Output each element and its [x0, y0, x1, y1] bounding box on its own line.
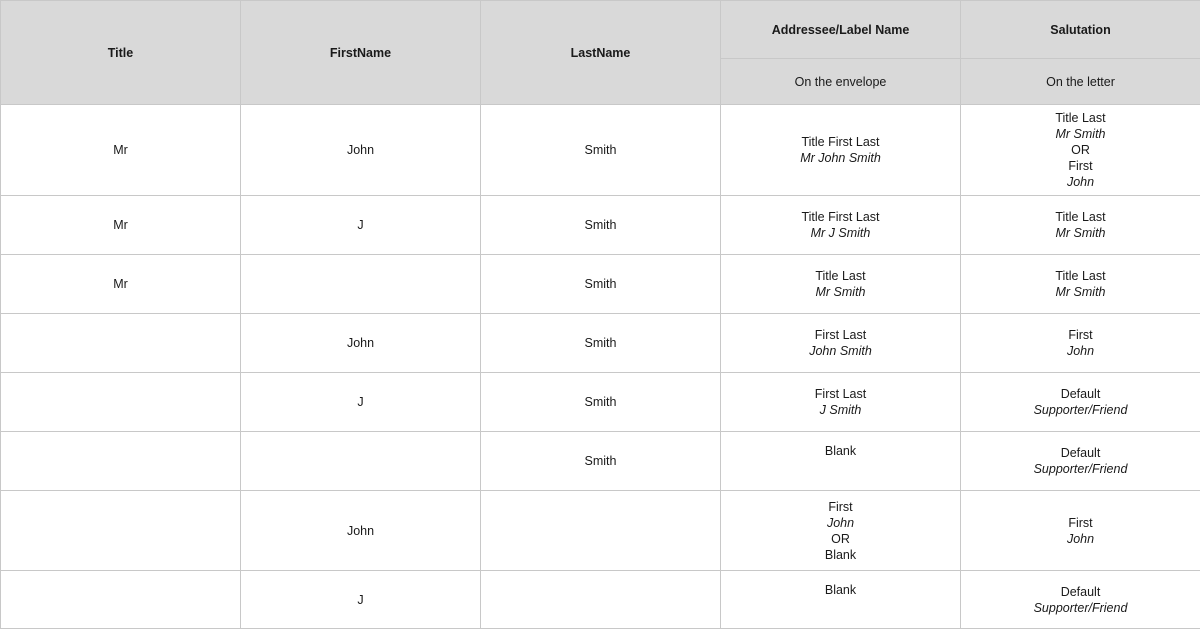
- salutation-example: Supporter/Friend: [961, 600, 1200, 616]
- addressee-example: John Smith: [721, 343, 960, 359]
- addressee-cell: [721, 432, 961, 491]
- addressee-format: First Last: [721, 386, 960, 402]
- addressee-format: First Last: [721, 327, 960, 343]
- salutation-example: John: [961, 531, 1200, 547]
- addressee-format-alt: Blank: [721, 547, 960, 563]
- addressee-cell: [721, 571, 961, 629]
- salutation-example: Supporter/Friend: [961, 402, 1200, 418]
- title-cell: [1, 571, 241, 629]
- table-row: [1, 373, 1200, 432]
- addressee-format: Blank: [721, 443, 960, 459]
- salutation-cell: [961, 432, 1200, 491]
- table-row: [1, 432, 1200, 491]
- first-name-cell: [241, 255, 481, 314]
- salutation-format: First: [961, 515, 1200, 531]
- last-name-cell: Smith: [481, 196, 721, 255]
- last-name-cell: Smith: [481, 373, 721, 432]
- salutation-cell: [961, 255, 1200, 314]
- table-row: [1, 105, 1200, 196]
- addressee-format: Title First Last: [721, 134, 960, 150]
- table-row: [1, 196, 1200, 255]
- header-addressee: Addressee/Label Name: [721, 1, 961, 59]
- addressee-cell: [721, 373, 961, 432]
- salutation-cell: [961, 491, 1200, 571]
- last-name-cell: [481, 491, 721, 571]
- salutation-example: Mr Smith: [961, 126, 1200, 142]
- header-last-name: LastName: [481, 1, 721, 105]
- table-row: [1, 491, 1200, 571]
- salutation-cell: [961, 105, 1200, 196]
- header-salutation: Salutation: [961, 1, 1200, 59]
- salutation-format-alt: First: [961, 158, 1200, 174]
- addressee-example: Mr John Smith: [721, 150, 960, 166]
- first-name-cell: J: [241, 373, 481, 432]
- addressee-format: Blank: [721, 582, 960, 598]
- subheader-salutation: On the letter: [961, 59, 1200, 105]
- subheader-addressee: On the envelope: [721, 59, 961, 105]
- first-name-cell: [241, 432, 481, 491]
- table-row: [1, 314, 1200, 373]
- salutation-example: Mr Smith: [961, 225, 1200, 241]
- title-cell: Mr: [1, 196, 241, 255]
- salutation-format: Default: [961, 584, 1200, 600]
- salutation-cell: [961, 571, 1200, 629]
- salutation-example: John: [961, 343, 1200, 359]
- salutation-cell: [961, 196, 1200, 255]
- title-cell: [1, 432, 241, 491]
- title-cell: Mr: [1, 255, 241, 314]
- salutation-example: Supporter/Friend: [961, 461, 1200, 477]
- salutation-format: Default: [961, 445, 1200, 461]
- first-name-cell: John: [241, 105, 481, 196]
- salutation-or: OR: [961, 142, 1200, 158]
- salutation-example-alt: John: [961, 174, 1200, 190]
- header-first-name: FirstName: [241, 1, 481, 105]
- last-name-cell: Smith: [481, 255, 721, 314]
- first-name-cell: John: [241, 491, 481, 571]
- addressee-format: First: [721, 499, 960, 515]
- addressee-cell: [721, 196, 961, 255]
- first-name-cell: J: [241, 196, 481, 255]
- salutation-format: Title Last: [961, 209, 1200, 225]
- first-name-cell: John: [241, 314, 481, 373]
- title-cell: Mr: [1, 105, 241, 196]
- addressee-format: Title First Last: [721, 209, 960, 225]
- addressee-example: Mr Smith: [721, 284, 960, 300]
- addressee-cell: [721, 105, 961, 196]
- addressee-cell: [721, 255, 961, 314]
- last-name-cell: Smith: [481, 432, 721, 491]
- salutation-format: First: [961, 327, 1200, 343]
- salutation-cell: [961, 314, 1200, 373]
- salutation-example: Mr Smith: [961, 284, 1200, 300]
- addressee-cell: [721, 314, 961, 373]
- header-title: Title: [1, 1, 241, 105]
- salutation-format: Title Last: [961, 268, 1200, 284]
- addressee-cell: [721, 491, 961, 571]
- addressee-example: John: [721, 515, 960, 531]
- header-row: [1, 1, 1200, 59]
- first-name-cell: J: [241, 571, 481, 629]
- salutation-cell: [961, 373, 1200, 432]
- addressee-or: OR: [721, 531, 960, 547]
- last-name-cell: [481, 571, 721, 629]
- title-cell: [1, 491, 241, 571]
- addressee-format: Title Last: [721, 268, 960, 284]
- last-name-cell: Smith: [481, 314, 721, 373]
- title-cell: [1, 314, 241, 373]
- addressee-example: Mr J Smith: [721, 225, 960, 241]
- last-name-cell: Smith: [481, 105, 721, 196]
- salutation-format: Default: [961, 386, 1200, 402]
- title-cell: [1, 373, 241, 432]
- table-row: [1, 571, 1200, 629]
- salutation-format: Title Last: [961, 110, 1200, 126]
- addressee-example: J Smith: [721, 402, 960, 418]
- table-row: [1, 255, 1200, 314]
